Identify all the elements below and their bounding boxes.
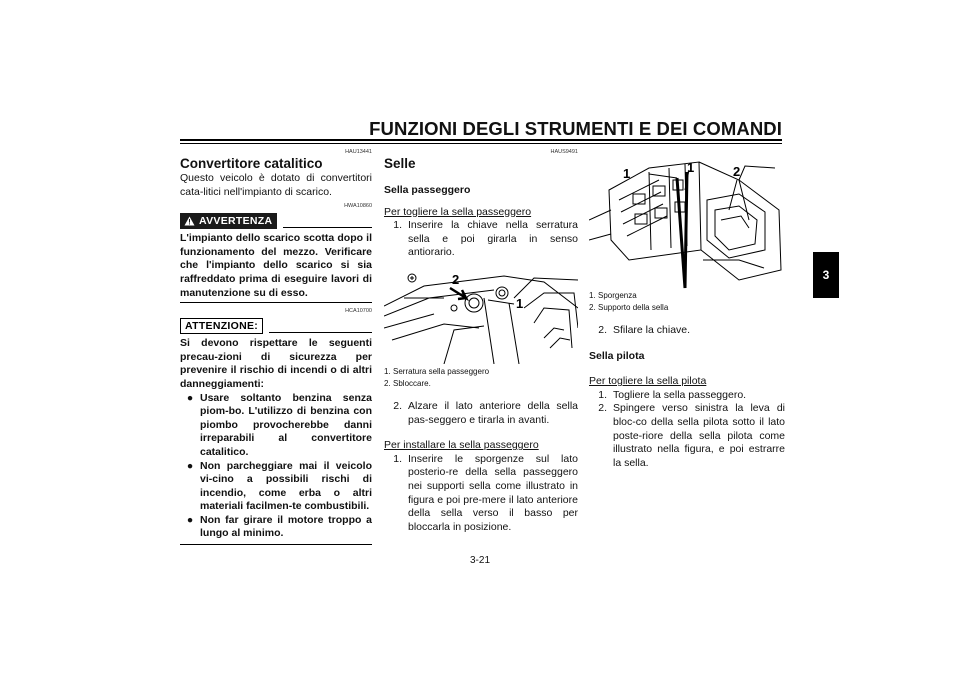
warning-code: HWA10860 xyxy=(344,203,372,210)
figure-caption xyxy=(384,366,578,390)
step-item xyxy=(384,219,578,260)
caption-text: Sbloccare. xyxy=(393,378,431,388)
page-title: FUNZIONI DEGLI STRUMENTI E DEI COMANDI xyxy=(369,118,782,139)
remove-rider-heading: Per togliere la sella pilota xyxy=(589,375,707,388)
caution-badge xyxy=(180,318,263,334)
caution-end-rule xyxy=(180,544,372,545)
callout-1-left: 1 xyxy=(623,166,631,181)
step-number: 1. xyxy=(393,219,402,232)
step-item xyxy=(589,324,785,338)
bullet-dot-icon: ● xyxy=(186,513,194,526)
caution-label: ATTENZIONE: xyxy=(185,320,259,333)
seat-lock-illustration xyxy=(384,268,578,364)
step-number: 2. xyxy=(598,402,607,415)
section-heading: Selle xyxy=(384,156,416,171)
caution-rule xyxy=(269,332,372,333)
step-text: Sfilare la chiave. xyxy=(613,324,691,336)
install-passenger-heading: Per installare la sella passeggero xyxy=(384,439,539,452)
step-text: Alzare il lato anteriore della sella pas-seggero e tirarla in avanti. xyxy=(408,399,578,426)
chapter-tab xyxy=(813,252,839,298)
step-item xyxy=(384,453,578,535)
callout-1-right: 1 xyxy=(687,160,695,175)
bullet-item xyxy=(180,392,372,460)
caution-text: Si devono rispettare le seguenti precau-zioni di sicurezza per prevenire il rischio di incendi o di altri danneggiamenti: xyxy=(180,337,372,390)
step-number: 1. xyxy=(598,388,607,401)
caption-item xyxy=(384,378,578,390)
figure-seat-lock xyxy=(384,268,578,364)
caption-text: Serratura sella passeggero xyxy=(393,366,490,376)
warning-text: L'impianto dello scarico scotta dopo il funzionamento del mezzo. Verificare che l'impianto dello scarico si sia raffreddato prima di eseguire lavori di manutenzione su di esso. xyxy=(180,232,372,299)
step-text: Togliere la sella passeggero. xyxy=(613,388,747,401)
section-code: HAU13441 xyxy=(345,149,372,155)
header-rule-thin xyxy=(180,143,782,144)
remove-passenger-heading: Per togliere la sella passeggero xyxy=(384,205,532,218)
figure-seat-support xyxy=(589,150,785,290)
callout-2: 2 xyxy=(733,164,741,179)
step-text: Inserire la chiave nella serratura sella e poi girarla in senso antiorario. xyxy=(408,219,578,259)
column-seats xyxy=(384,148,578,534)
caution-code: HCA10700 xyxy=(345,308,372,315)
header-rule xyxy=(180,139,782,141)
bullet-text: Non parcheggiare mai il veicolo vi-cino a possibili rischi di incendio, come erba o altri materiali facilmen-te combustibili. xyxy=(200,459,372,513)
section-code: HAUS9491 xyxy=(550,149,578,155)
step-text: Spingere verso sinistra la leva di bloc-co della sella pilota sotto il lato poste-riore della sella pilota come illustrato nella figura, e poi estrarre la sella. xyxy=(613,402,785,469)
passenger-seat-heading: Sella passeggero xyxy=(384,184,471,196)
rider-seat-heading: Sella pilota xyxy=(589,349,645,362)
step-item xyxy=(589,389,785,403)
step-number: 2. xyxy=(598,324,607,336)
bullet-item xyxy=(180,514,372,541)
bullet-dot-icon: ● xyxy=(186,391,194,404)
caption-number: 1. xyxy=(384,366,391,376)
step-number: 2. xyxy=(393,399,402,412)
column-seat-install xyxy=(589,148,785,470)
step-item xyxy=(589,402,785,470)
callout-1: 1 xyxy=(516,295,524,311)
caption-text: Supporto della sella xyxy=(598,303,669,312)
caption-number: 2. xyxy=(384,378,391,388)
callout-2: 2 xyxy=(452,271,460,287)
step-number: 1. xyxy=(393,452,402,465)
caption-item xyxy=(589,302,785,314)
warning-end-rule xyxy=(180,302,372,303)
step-item xyxy=(384,400,578,427)
chapter-tab-label: 3 xyxy=(822,268,830,282)
caption-number: 2. xyxy=(589,303,596,312)
bullet-text: Non far girare il motore troppo a lungo al minimo. xyxy=(200,513,372,540)
seat-support-illustration xyxy=(589,150,785,290)
caption-item xyxy=(589,290,785,302)
figure-caption xyxy=(589,290,785,314)
step-text: Inserire le sporgenze sul lato posterio-re della sella passeggero nei supporti sella come illustrato in figura e poi pre-mere il lato anteriore della sella verso il basso per bloccarla in posizione. xyxy=(408,452,578,533)
page-number: 3-21 xyxy=(469,555,490,566)
caption-item xyxy=(384,366,578,378)
warning-badge xyxy=(180,213,277,229)
column-catalytic-converter xyxy=(180,148,372,545)
warning-triangle-icon xyxy=(184,216,195,226)
bullet-text: Usare soltanto benzina senza piom-bo. L'utilizzo di benzina con piombo provocherebbe danni irreparabili al convertitore catalitico. xyxy=(200,391,372,458)
section-heading: Convertitore catalitico xyxy=(180,156,323,171)
caption-number: 1. xyxy=(589,291,596,300)
warning-rule xyxy=(283,227,372,228)
warning-label: AVVERTENZA xyxy=(199,215,273,228)
warning-header xyxy=(180,213,372,229)
caution-header xyxy=(180,318,372,334)
intro-text: Questo veicolo è dotato di convertitori cata-litici nell'impianto di scarico. xyxy=(180,172,372,198)
bullet-dot-icon: ● xyxy=(186,459,194,472)
bullet-item xyxy=(180,460,372,514)
caption-text: Sporgenza xyxy=(598,291,637,300)
